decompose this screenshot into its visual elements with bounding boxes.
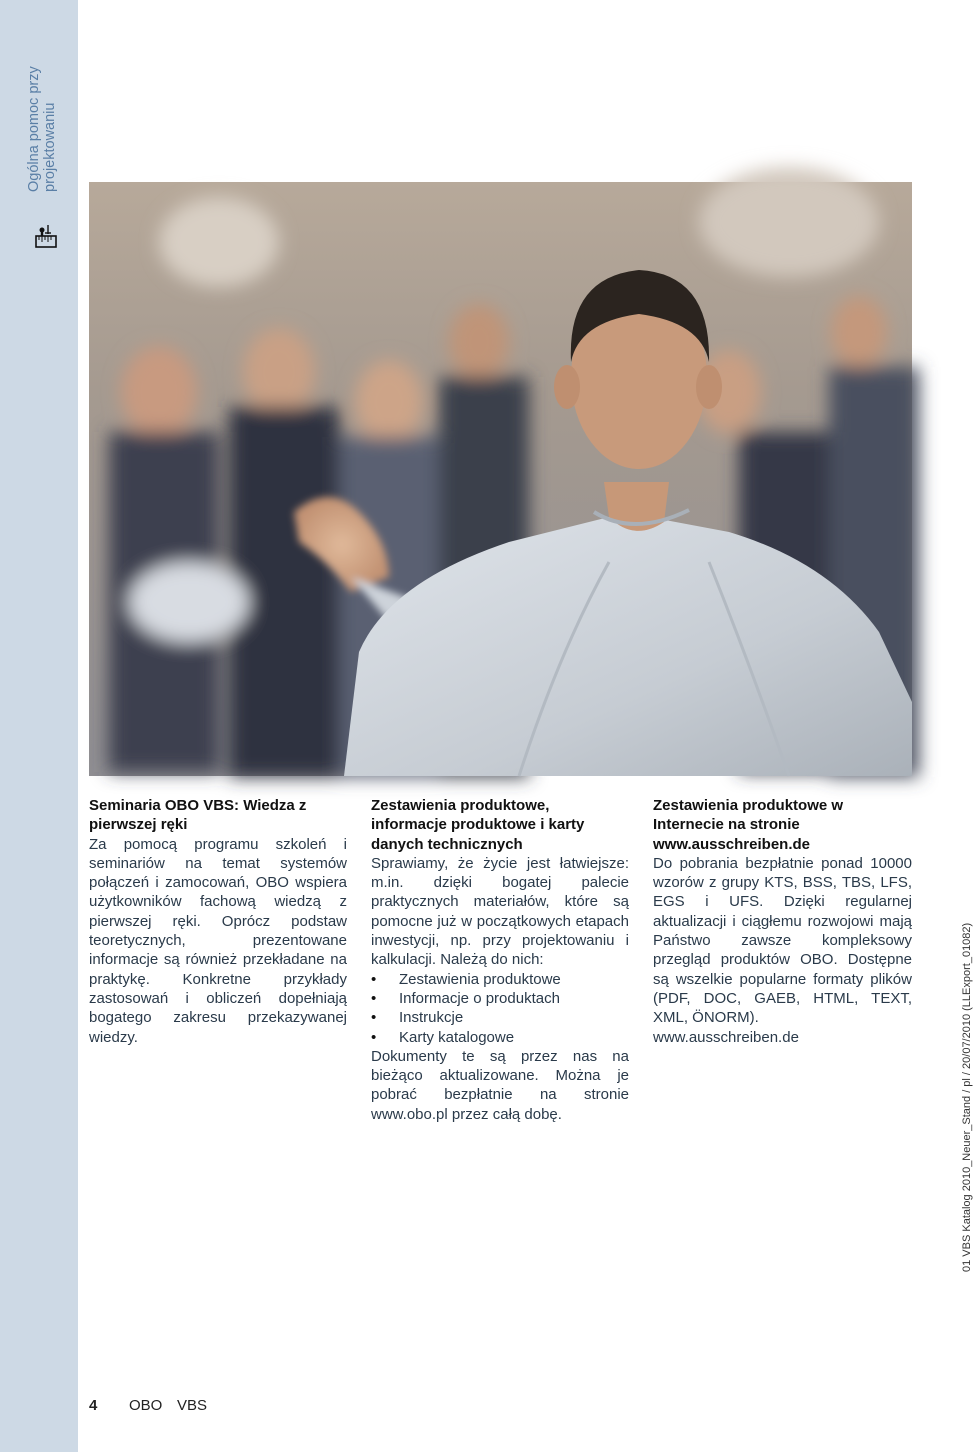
footer-product: VBS xyxy=(177,1397,208,1414)
column-internet xyxy=(653,796,912,1047)
photo-illustration xyxy=(89,182,912,776)
print-code: 01 VBS Katalog 2010_Neuer_Stand / pl / 20/07/2010 (LLExport_01082) xyxy=(961,922,973,1272)
column-product-info xyxy=(371,796,629,1124)
page-footer xyxy=(89,1397,208,1414)
seminars-body: Za pomocą programu szkoleń i seminariów na temat systemów połączeń i zamocowań, OBO wspiera użytkowników fachową wiedzą z pierwszej ręki. Oprócz podstaw teoretycznych, prezentowane informacje są również przekładane na praktykę. Konkretne przykłady zastosowań i obliczeń dopełniają bogatego zakresu przekazywanej wiedzy. xyxy=(89,835,347,1046)
column-seminars xyxy=(89,796,347,1047)
section-title xyxy=(26,66,58,192)
list-item: • Karty katalogowe xyxy=(371,1028,629,1047)
section-title-line2: projektowaniu xyxy=(42,102,58,192)
list-item: • Instrukcje xyxy=(371,1008,629,1027)
page-number: 4 xyxy=(89,1397,98,1414)
footer-brand: OBO xyxy=(129,1397,163,1414)
sidebar-band xyxy=(0,0,78,1452)
product-info-heading: Zestawienia produktowe, informacje produktowe i karty danych technicznych xyxy=(371,797,585,853)
ausschreiben-link[interactable]: www.ausschreiben.de xyxy=(653,1028,799,1046)
measuring-tool-icon xyxy=(28,222,62,256)
internet-body: Do pobrania bezpłatnie ponad 10000 wzorów z grupy KTS, BSS, TBS, LFS, EGS i UFS. Dzięki regularnej aktualizacji i ciągłemu rozwojowi mają Państwo zawsze kompleksowy przegląd produktów OBO. Dostępne są wszelkie popularne formaty plików (PDF, DOC, GAEB, HTML, TEXT, XML, ÖNORM). xyxy=(653,854,912,1027)
internet-heading: Zestawienia produktowe w Internecie na stronie www.ausschreiben.de xyxy=(653,797,844,853)
section-title-line1: Ogólna pomoc przy xyxy=(26,66,42,192)
presentation-photo xyxy=(89,182,912,776)
product-info-outro: Dokumenty te są przez nas na bieżąco aktualizowane. Można je pobrać bezpłatnie na stronie www.obo.pl przez całą dobę. xyxy=(371,1047,629,1123)
seminars-heading: Seminaria OBO VBS: Wiedza z pierwszej ręki xyxy=(89,797,307,834)
list-item: • Informacje o produktach xyxy=(371,989,629,1008)
product-info-list xyxy=(371,970,629,1047)
list-item: • Zestawienia produktowe xyxy=(371,970,629,989)
product-info-intro: Sprawiamy, że życie jest łatwiejsze: m.in. dzięki bogatej palecie praktycznych materiałów, które są pomocne już w początkowych etapach inwestycji, np. przy projektowaniu i kalkulacji. Należą do nich: xyxy=(371,854,629,969)
